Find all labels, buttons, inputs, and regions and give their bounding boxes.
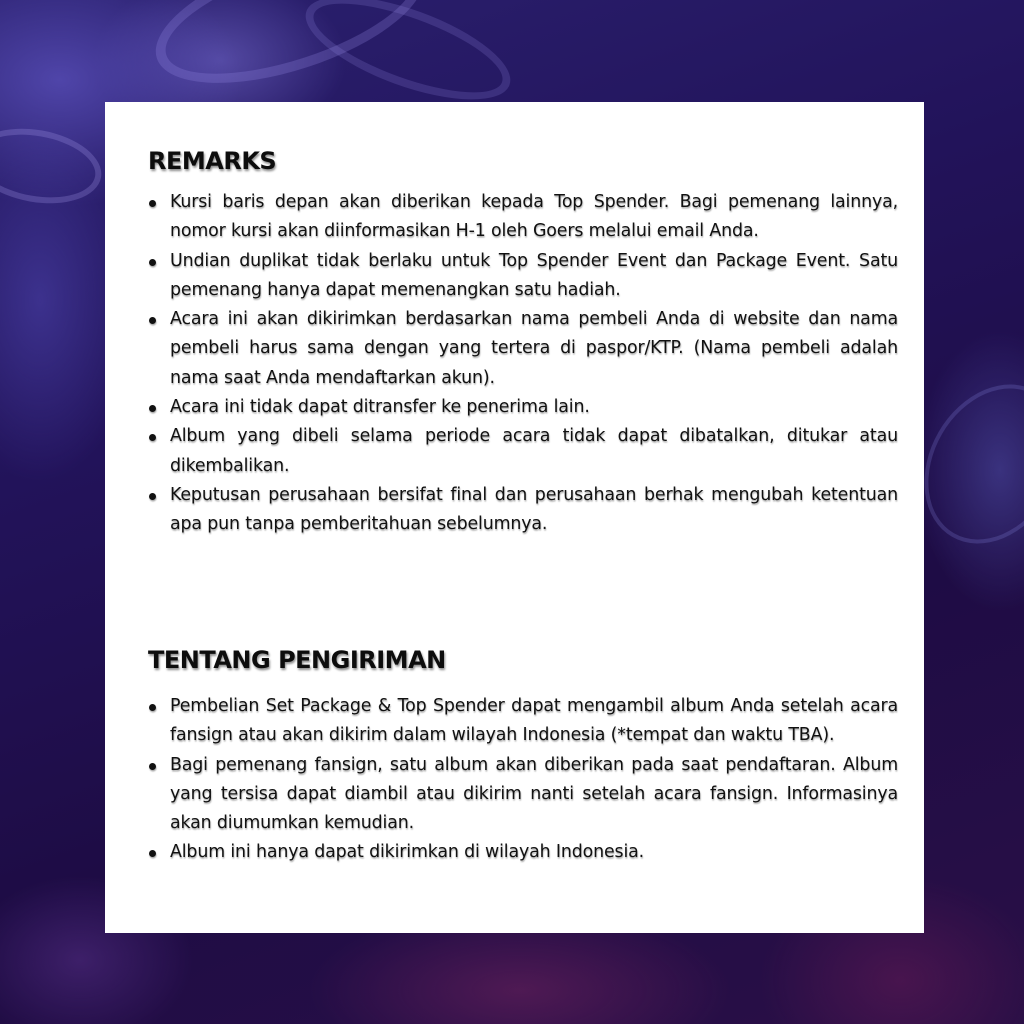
remarks-item	[148, 422, 898, 481]
info-card	[105, 102, 924, 933]
remarks-heading: REMARKS	[148, 147, 277, 175]
shipping-list	[148, 692, 898, 868]
shipping-item	[148, 838, 898, 867]
remarks-item-text: Album yang dibeli selama periode acara tidak dapat dibatalkan, ditukar atau dikembalikan.	[170, 426, 898, 476]
remarks-item	[148, 188, 898, 247]
remarks-item	[148, 481, 898, 540]
remarks-item-text: Acara ini tidak dapat ditransfer ke penerima lain.	[170, 397, 590, 418]
shipping-item-text: Pembelian Set Package & Top Spender dapat mengambil album Anda setelah acara fansign atau akan dikirim dalam wilayah Indonesia (*tempat dan waktu TBA).	[170, 696, 898, 746]
remarks-item-text: Kursi baris depan akan diberikan kepada Top Spender. Bagi pemenang lainnya, nomor kursi akan diinformasikan H-1 oleh Goers melalui email Anda.	[170, 192, 898, 242]
bullet-icon	[149, 434, 156, 441]
remarks-item-text: Keputusan perusahaan bersifat final dan perusahaan berhak mengubah ketentuan apa pun tanpa pemberitahuan sebelumnya.	[170, 484, 898, 535]
background-swirl	[140, 0, 440, 111]
remarks-item-text: Acara ini akan dikirimkan berdasarkan nama pembeli Anda di website dan nama pembeli harus sama dengan yang tertera di paspor/KTP. (Nama pembeli adalah nama saat Anda mendaftarkan akun).	[170, 309, 898, 388]
background-swirl	[0, 119, 107, 213]
bullet-icon	[149, 763, 156, 770]
bullet-icon	[149, 704, 156, 711]
bullet-icon	[149, 200, 156, 207]
bullet-icon	[149, 493, 156, 500]
shipping-heading: TENTANG PENGIRIMAN	[148, 646, 446, 674]
shipping-item	[148, 751, 898, 839]
bullet-icon	[149, 850, 156, 857]
shipping-item-text: Bagi pemenang fansign, satu album akan diberikan pada saat pendaftaran. Album yang tersisa dapat diambil atau dikirim nanti setelah acara fansign. Informasinya akan diumumkan kemudian.	[170, 754, 898, 834]
remarks-item	[148, 247, 898, 306]
shipping-item-text: Album ini hanya dapat dikirimkan di wilayah Indonesia.	[170, 842, 645, 863]
bullet-icon	[149, 405, 156, 412]
remarks-item	[148, 305, 898, 393]
shipping-item	[148, 692, 898, 751]
bullet-icon	[149, 259, 156, 266]
remarks-list	[148, 188, 898, 540]
bullet-icon	[149, 317, 156, 324]
remarks-item	[148, 393, 898, 422]
remarks-item-text: Undian duplikat tidak berlaku untuk Top Spender Event dan Package Event. Satu pemenang hanya dapat memenangkan satu hadiah.	[170, 250, 898, 300]
